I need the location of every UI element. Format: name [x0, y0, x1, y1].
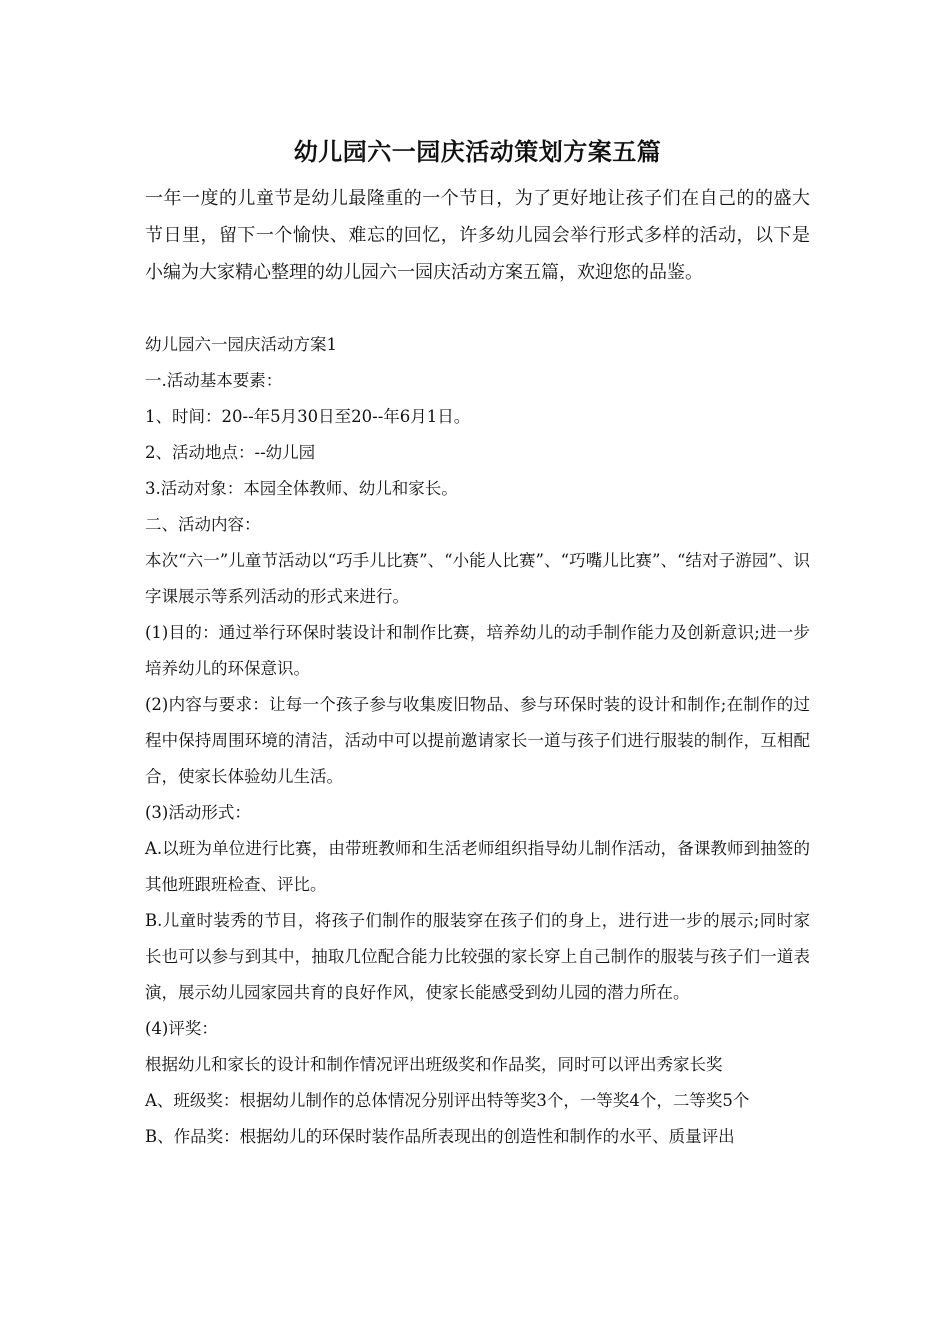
subsection-heading: 二、活动内容： — [145, 515, 261, 534]
paragraph-location: 2、活动地点：--幼儿园 — [145, 443, 316, 462]
paragraph-form-b: B.儿童时装秀的节目，将孩子们制作的服装穿在孩子们的身上，进行进一步的展示;同时家长也可以参与到其中，抽取几位配合能力比较强的家长穿上自己制作的服装与孩子们一道表演，展示幼儿园家园共育的良好作风，使家长能感受到幼儿园的潜力所在。 — [145, 911, 810, 1002]
section-heading: 幼儿园六一园庆活动方案1 — [145, 335, 337, 354]
intro-paragraph: 一年一度的儿童节是幼儿最隆重的一个节日，为了更好地让孩子们在自己的的盛大节日里，留下一个愉快、难忘的回忆，许多幼儿园会举行形式多样的活动，以下是小编为大家精心整理的幼儿园六一园庆活动方案五篇，欢迎您的品鉴。 — [145, 188, 810, 283]
paragraph-requirements: (2)内容与要求：让每一个孩子参与收集废旧物品、参与环保时装的设计和制作;在制作的过程中保持周围环境的清洁，活动中可以提前邀请家长一道与孩子们进行服装的制作，互相配合，使家长体验幼儿生活。 — [145, 695, 810, 786]
document-title: 幼儿园六一园庆活动策划方案五篇 — [293, 137, 662, 166]
paragraph-form-a: A.以班为单位进行比赛，由带班教师和生活老师组织指导幼儿制作活动，备课教师到抽签的其他班跟班检查、评比。 — [145, 839, 810, 894]
paragraph-awards-heading: (4)评奖： — [145, 1019, 218, 1038]
paragraph-overview: 本次“六一”儿童节活动以“巧手儿比赛”、“小能人比赛”、“巧嘴儿比赛”、“结对子游园”、识字课展示等系列活动的形式来进行。 — [145, 551, 810, 606]
paragraph-awards: 根据幼儿和家长的设计和制作情况评出班级奖和作品奖，同时可以评出秀家长奖 — [145, 1055, 723, 1074]
paragraph-time: 1、时间：20--年5月30日至20--年6月1日。 — [145, 407, 471, 426]
paragraph-audience: 3.活动对象：本园全体教师、幼儿和家长。 — [145, 479, 458, 498]
paragraph-form-heading: (3)活动形式： — [145, 803, 251, 822]
paragraph-purpose: (1)目的：通过举行环保时装设计和制作比赛，培养幼儿的动手制作能力及创新意识;进一步培养幼儿的环保意识。 — [145, 623, 810, 678]
subsection-heading: 一.活动基本要素： — [145, 371, 283, 390]
paragraph-work-award: B、作品奖：根据幼儿的环保时装作品所表现出的创造性和制作的水平、质量评出 — [145, 1127, 735, 1146]
document-body — [145, 327, 810, 1155]
paragraph-class-award: A、班级奖：根据幼儿制作的总体情况分别评出特等奖3个，一等奖4个，二等奖5个 — [145, 1091, 750, 1110]
